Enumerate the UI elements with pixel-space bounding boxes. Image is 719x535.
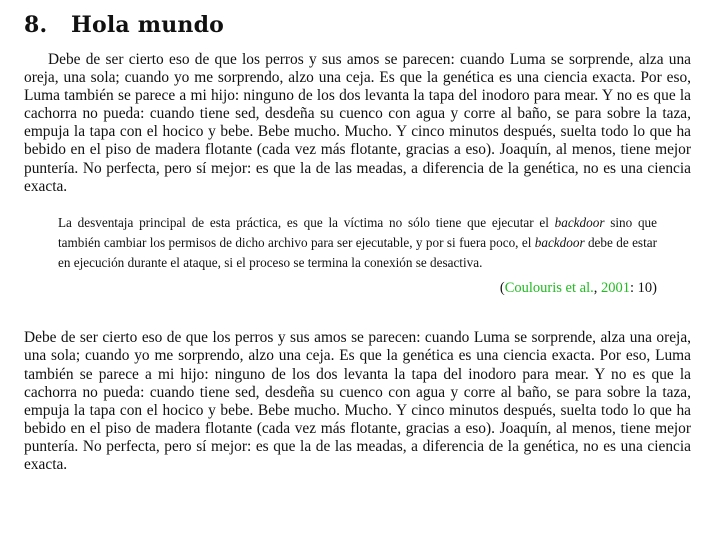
section-heading <box>24 11 691 39</box>
citation-open-paren: ( <box>499 280 505 297</box>
section-title: Hola mundo <box>71 12 225 38</box>
citation-page: 10 <box>637 280 653 297</box>
citation-authors-link[interactable]: Coulouris et al. <box>504 280 594 297</box>
body-paragraph-1: Debe de ser cierto eso de que los perros y sus amos se parecen: cuando Luma se sorprende, alza una oreja, una sola; cuando yo me sorprendo, alzo una ceja. Es que la genética es una ciencia exacta. Por eso, Luma también se parece a mi hijo: ninguno de los dos levanta la tapa del inodoro para mear. Y no es que la cachorra no pueda: cuando tiene sed, desdeña su cuenco con agua y corre al baño, se para sobre la taza, empuja la tapa con el hocico y bebe. Bebe mucho. Mucho. Y cinco minutos después, suelta todo lo que ha bebido en el piso de madera flotante (cada vez más flotante, gracias a eso). Joaquín, al menos, tiene mejor puntería. No perfecta, pero sí mejor: es que la de las meadas, a diferencia de la genética, no es una ciencia exacta. <box>24 51 691 195</box>
block-quote <box>58 213 657 274</box>
document-page <box>24 0 691 474</box>
citation-separator-1: , <box>593 280 601 297</box>
quote-text-2: sino que también cambiar los permisos de dicho archivo para ser ejecutable, y por si fuera poco, el <box>58 214 657 250</box>
quote-term-backdoor-2: backdoor <box>534 234 585 250</box>
quote-text-3: debe de estar en ejecución durante el ataque, si el proceso se termina la conexión se desactiva. <box>58 234 657 271</box>
quote-text-1: La desventaja principal de esta práctica, es que la víctima no sólo tiene que ejecutar el <box>58 214 555 230</box>
citation-close-paren: ) <box>652 280 657 297</box>
citation-separator-2: : <box>630 280 638 297</box>
body-paragraph-2: Debe de ser cierto eso de que los perros y sus amos se parecen: cuando Luma se sorprende, alza una oreja, una sola; cuando yo me sorprendo, alzo una ceja. Es que la genética es una ciencia exacta. Por eso, Luma también se parece a mi hijo: ninguno de los dos levanta la tapa del inodoro para mear. Y no es que la cachorra no pueda: cuando tiene sed, desdeña su cuenco con agua y corre al baño, se para sobre la taza, empuja la tapa con el hocico y bebe. Bebe mucho. Mucho. Y cinco minutos después, suelta todo lo que ha bebido en el piso de madera flotante (cada vez más flotante, gracias a eso). Joaquín, al menos, tiene mejor puntería. No perfecta, pero sí mejor: es que la de las meadas, a diferencia de la genética, no es una ciencia exacta. <box>24 329 691 474</box>
citation <box>58 279 657 297</box>
quote-term-backdoor-1: backdoor <box>554 214 605 230</box>
section-number: 8. <box>24 12 48 38</box>
citation-year-link[interactable]: 2001 <box>601 280 630 297</box>
